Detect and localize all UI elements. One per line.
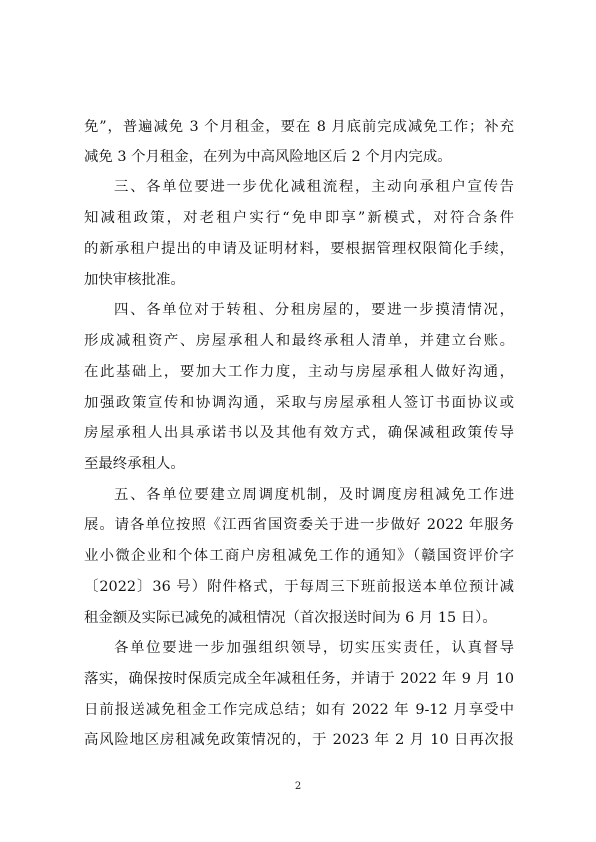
text-line-17: 租金额及实际已减免的减租情况（首次报送时间为 6 月 15 日）。: [84, 610, 497, 626]
text-line-4: 知减租政策，对老租户实行“免申即享”新模式，对符合条件: [84, 210, 514, 226]
text-line-15: 业小微企业和个体工商户房租减免工作的通知》（赣国资评价字: [84, 548, 514, 564]
text-line-20: 日前报送减免租金工作完成总结；如有 2022 年 9-12 月享受中: [84, 702, 514, 718]
text-line-5: 的新承租户提出的申请及证明材料，要根据管理权限简化手续，: [84, 241, 514, 257]
text-line-11: 房屋承租人出具承诺书以及其他有效方式，确保减租政策传导: [84, 425, 514, 441]
page-number: 2: [294, 781, 302, 792]
text-line-10: 加强政策宣传和协调沟通，采取与房屋承租人签订书面协议或: [84, 395, 514, 411]
text-line-1: 免”，普遍减免 3 个月租金，要在 8 月底前完成减免工作；补充: [84, 119, 514, 135]
paragraph-6-start: 各单位要进一步加强组织领导，切实压实责任，认真督导: [114, 640, 514, 656]
text-line-19: 落实，确保按时保质完成全年减租任务，并请于 2022 年 9 月 10: [84, 671, 514, 687]
paragraph-3-start: 三、各单位要进一步优化减租流程，主动向承租户宣传告: [114, 179, 514, 195]
text-line-2: 减免 3 个月租金，在列为中高风险地区后 2 个月内完成。: [84, 149, 452, 165]
text-line-16: 〔2022〕36 号）附件格式，于每周三下班前报送本单位预计减: [84, 579, 514, 595]
paragraph-5-start: 五、各单位要建立周调度机制，及时调度房租减免工作进: [114, 487, 514, 503]
text-line-9: 在此基础上，要加大工作力度，主动与房屋承租人做好沟通，: [84, 364, 514, 380]
text-line-8: 形成减租资产、房屋承租人和最终承租人清单，并建立台账。: [84, 333, 514, 349]
text-line-12: 至最终承租人。: [84, 456, 185, 472]
paragraph-4-start: 四、各单位对于转租、分租房屋的，要进一步摸清情况，: [114, 302, 514, 318]
text-line-14: 展。请各单位按照《江西省国资委关于进一步做好 2022 年服务: [84, 517, 514, 533]
text-line-6: 加快审核批准。: [84, 272, 185, 288]
text-line-21: 高风险地区房租减免政策情况的，于 2023 年 2 月 10 日再次报: [84, 732, 514, 748]
